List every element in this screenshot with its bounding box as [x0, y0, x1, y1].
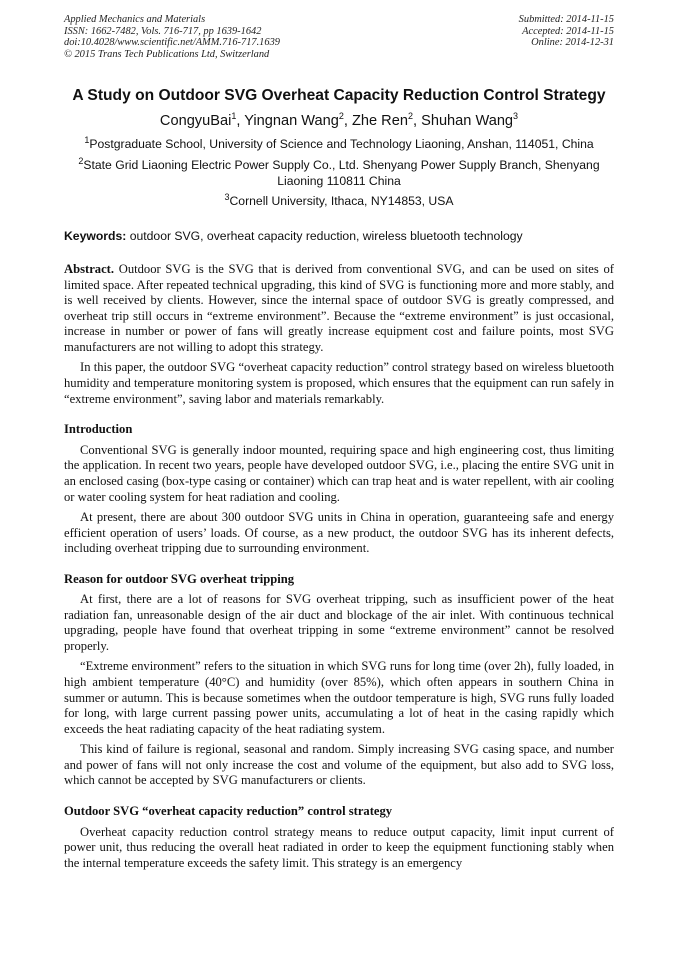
doi-line[interactable]: doi:10.4028/www.scientific.net/AMM.716-717.1639 [64, 37, 280, 49]
reason-paragraph-1: At first, there are a lot of reasons for SVG overheat tripping, such as insufficient power of the heat radiation fan, unreasonable design of the air duct and blockage of the air inlet. With continuous technical upgrading, people have found that overheat tripping in some “extreme environment” cannot be resolved properly. [64, 592, 614, 654]
author-affiliation-mark: 2 [407, 111, 413, 122]
paper-title: A Study on Outdoor SVG Overheat Capacity Reduction Control Strategy [72, 87, 606, 104]
author-name: Yingnan Wang [244, 113, 339, 129]
author-separator: , [412, 113, 422, 129]
author-name: CongyuBai [159, 113, 232, 129]
author-name: Zhe Ren [351, 113, 408, 129]
author-affiliation-mark: 1 [231, 111, 237, 122]
online-date: Online: 2014-12-31 [531, 37, 614, 49]
affiliation-1 [64, 136, 614, 152]
section-heading-reason: Reason for outdoor SVG overheat tripping [64, 571, 295, 586]
author-name: Shuhan Wang [421, 113, 514, 129]
author-separator: , [236, 113, 245, 129]
intro-paragraph-2: At present, there are about 300 outdoor SVG units in China in operation, guaranteeing safe and energy efficient operation of users’ loads. Of course, as a new product, the outdoor SVG has its inherent defects, including overheat tripping due to surrounding environment. [64, 509, 614, 556]
affiliation-mark: 1 [84, 134, 90, 145]
affiliation-text: Cornell University, Ithaca, NY14853, USA [229, 194, 454, 208]
abstract-paragraph [64, 262, 614, 356]
keywords-label: Keywords: [64, 229, 127, 243]
abstract-text: Outdoor SVG is the SVG that is derived from conventional SVG, and can be used on sites of limited space. After repeated technical upgrading, this kind of SVG is functioning more and more stably, and is well received by clients. However, since the internal space of outdoor SVG is greatly compressed, and overheat trip still occurs in “extreme environment”. Because the “extreme environment” is just occasional, increase in number or power of fans will greatly increase equipment cost and failure points, most SVG manufacturers are not willing to adopt this strategy. [64, 262, 614, 354]
issn-line: ISSN: 1662-7482, Vols. 716-717, pp 1639-1642 [64, 25, 262, 37]
intro-paragraph-1: Conventional SVG is generally indoor mounted, requiring space and high engineering cost, thus limiting the application. In recent two years, people have developed outdoor SVG, i.e., placing the entire SVG unit in an enclosed casing (box-type casing or container) which can trap heat and is water repellent, with air cooling or water cooling system for heat radiation and cooling. [64, 442, 614, 504]
submission-dates [519, 14, 614, 49]
author-affiliation-mark: 2 [338, 111, 344, 122]
copyright-line: © 2015 Trans Tech Publications Ltd, Switzerland [64, 48, 270, 60]
abstract-label: Abstract. [64, 262, 115, 276]
paper-body [64, 262, 614, 876]
author-list [0, 113, 678, 129]
journal-name: Applied Mechanics and Materials [64, 14, 206, 25]
affiliation-text: Postgraduate School, University of Science and Technology Liaoning, Anshan, 114051, China [89, 137, 594, 151]
affiliation-3 [64, 193, 614, 209]
section-heading-strategy: Outdoor SVG “overheat capacity reduction” control strategy [64, 804, 393, 818]
reason-paragraph-2: “Extreme environment” refers to the situation in which SVG runs for long time (over 2h), fully loaded, in high ambient temperature (40°C) and humidity (over 85%), which often appears in southern China in summer or autumn. This is because sometimes when the outdoor temperature is high, SVG runs fully loaded for long, with large current passing power units, accumulating a lot of heat in the casing rapidly which exceeds the heat radiating capacity of the heat radiating system. [64, 659, 614, 736]
abstract-paragraph-2: In this paper, the outdoor SVG “overheat capacity reduction” control strategy based on wireless bluetooth humidity and temperature monitoring system is proposed, which ensures that the equipment can run safely in “extreme environment”, saving labor and materials remarkably. [64, 360, 614, 406]
affiliation-2 [64, 157, 614, 189]
section-heading-introduction: Introduction [64, 422, 133, 437]
affiliation-text: State Grid Liaoning Electric Power Supply Co., Ltd. Shenyang Power Supply Branch, Shenyang Liaoning 110811 China [83, 158, 600, 188]
keywords [64, 228, 614, 244]
affiliation-mark: 3 [224, 191, 230, 202]
journal-info [64, 14, 280, 60]
keywords-text: outdoor SVG, overheat capacity reduction, wireless bluetooth technology [129, 229, 523, 243]
strategy-paragraph-1: Overheat capacity reduction control strategy means to reduce output capacity, limit input current of power unit, thus reducing the overall heat radiated in order to keep the equipment functioning stably when the internal temperature exceeds the safety limit. This strategy is an emergency [64, 824, 614, 870]
affiliation-mark: 2 [78, 155, 84, 166]
reason-paragraph-3: This kind of failure is regional, seasonal and random. Simply increasing SVG casing space, and number and power of fans will not only increase the cost and volume of the equipment, but also add to SVG loss, which cannot be accepted by SVG manufacturers or clients. [64, 742, 614, 788]
submitted-date: Submitted: 2014-11-15 [518, 14, 614, 25]
author-separator: , [343, 113, 352, 129]
accepted-date: Accepted: 2014-11-15 [522, 25, 614, 37]
author-affiliation-mark: 3 [513, 111, 519, 122]
